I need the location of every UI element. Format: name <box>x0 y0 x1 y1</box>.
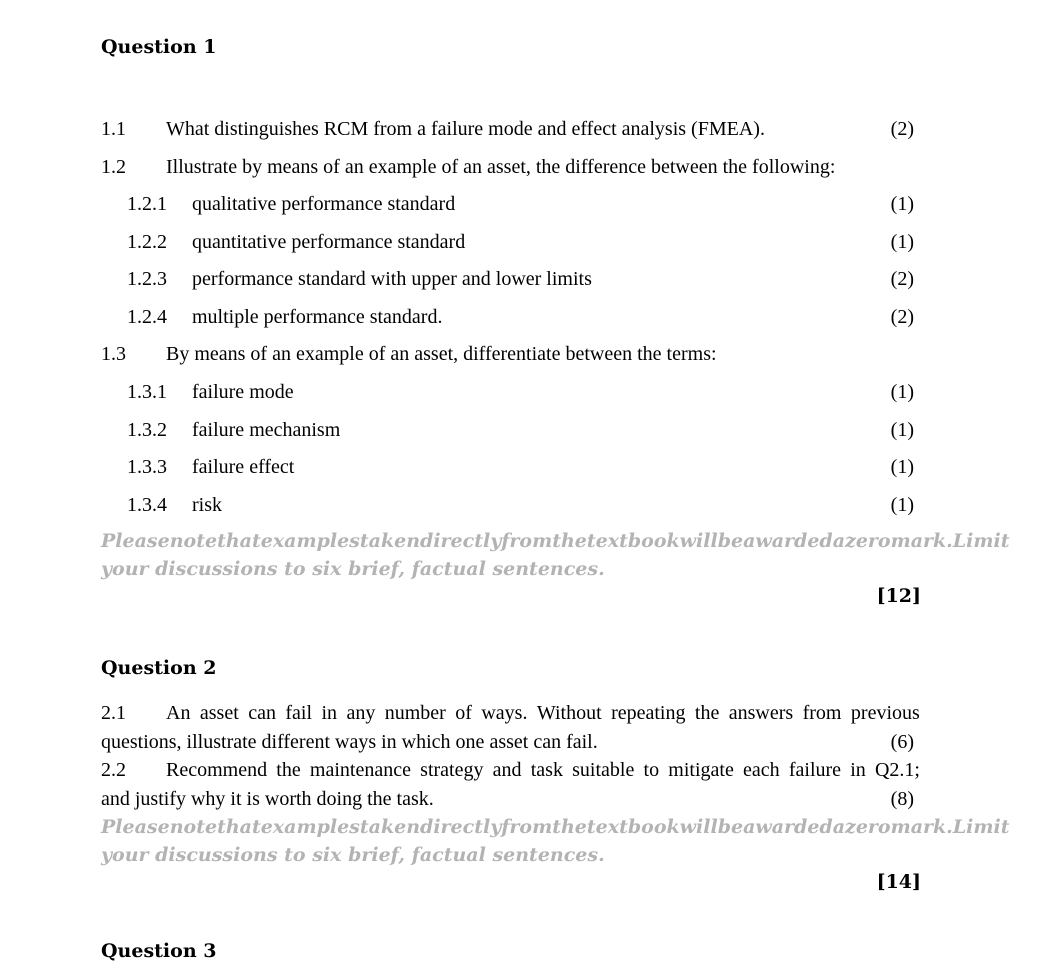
item-number: 1.3.2 <box>127 419 167 441</box>
item-number: 2.2 <box>101 759 126 781</box>
word: Limit <box>952 816 1010 838</box>
note-line-1 <box>101 813 1010 841</box>
word: Please <box>101 530 170 552</box>
word: Limit <box>952 530 1010 552</box>
word: a <box>832 530 846 552</box>
word: textbook <box>586 530 680 552</box>
item-text: quantitative performance standard <box>192 231 466 253</box>
question-2-total: [14] <box>876 871 921 893</box>
word: examples <box>260 816 360 838</box>
item-mark: (8) <box>890 788 914 810</box>
item-mark: (1) <box>890 381 914 403</box>
item-number: 1.3.3 <box>127 456 167 478</box>
question-item-2-1 <box>101 699 920 757</box>
word: each <box>743 759 780 781</box>
word: taken <box>359 530 421 552</box>
item-text: failure mode <box>192 381 294 403</box>
word: suitable <box>572 759 635 781</box>
item-text-line-1 <box>166 699 920 728</box>
item-number: 1.2.3 <box>127 268 167 290</box>
item-text: What distinguishes RCM from a failure mode and effect analysis (FMEA). <box>166 118 765 140</box>
word: An <box>166 702 191 724</box>
question-1-total: [12] <box>876 585 921 607</box>
word: any <box>346 702 376 724</box>
question-1-note <box>101 527 1010 583</box>
word: asset <box>199 702 239 724</box>
item-text: multiple performance standard. <box>192 306 443 328</box>
word: answers <box>728 702 794 724</box>
item-number: 1.2 <box>101 156 126 178</box>
item-line-2 <box>101 785 920 814</box>
word: maintenance <box>309 759 411 781</box>
item-number: 1.2.4 <box>127 306 167 328</box>
word: a <box>832 816 846 838</box>
word: from <box>802 702 842 724</box>
word: textbook <box>586 816 680 838</box>
word: fail <box>285 702 313 724</box>
item-text: failure mechanism <box>192 419 341 441</box>
word: that <box>217 816 261 838</box>
item-text-line-1 <box>166 756 920 785</box>
word: Without <box>536 702 602 724</box>
word: from <box>501 530 553 552</box>
item-mark: (6) <box>890 731 914 753</box>
word: the <box>276 759 301 781</box>
word: ways. <box>481 702 528 724</box>
question-2-heading: Question 2 <box>101 657 217 679</box>
word: failure <box>788 759 842 781</box>
word: mark. <box>890 530 953 552</box>
item-number: 1.3.4 <box>127 494 167 516</box>
item-number: 1.1 <box>101 118 126 140</box>
word: zero <box>845 816 891 838</box>
item-number: 1.3 <box>101 343 126 365</box>
item-line-2 <box>101 728 920 757</box>
item-number: 1.3.1 <box>127 381 167 403</box>
item-text-line-2: and justify why it is worth doing the task. <box>101 788 434 810</box>
item-number: 1.2.2 <box>127 231 167 253</box>
item-text: Illustrate by means of an example of an asset, the difference between the following: <box>166 156 836 178</box>
item-text: failure effect <box>192 456 295 478</box>
word: the <box>694 702 720 724</box>
word: directly <box>420 816 502 838</box>
word: from <box>501 816 553 838</box>
word: Please <box>101 816 170 838</box>
question-1-heading: Question 1 <box>101 36 217 58</box>
word: number <box>384 702 446 724</box>
word: task <box>530 759 563 781</box>
word: be <box>717 530 744 552</box>
word: directly <box>420 530 502 552</box>
word: of <box>455 702 472 724</box>
word: awarded <box>743 530 833 552</box>
item-line-1 <box>101 756 920 785</box>
item-text: By means of an example of an asset, differentiate between the terms: <box>166 343 717 365</box>
word: and <box>492 759 522 781</box>
item-text-line-2: questions, illustrate different ways in which one asset can fail. <box>101 731 598 753</box>
word: previous <box>850 702 920 724</box>
word: will <box>679 816 718 838</box>
word: note <box>169 530 218 552</box>
item-mark: (1) <box>890 231 914 253</box>
item-text: risk <box>192 494 222 516</box>
word: awarded <box>743 816 833 838</box>
word: that <box>217 530 261 552</box>
note-line-1 <box>101 527 1010 555</box>
word: to <box>643 759 660 781</box>
word: examples <box>260 530 360 552</box>
item-mark: (1) <box>890 494 914 516</box>
word: in <box>850 759 866 781</box>
word: the <box>552 530 587 552</box>
word: taken <box>359 816 421 838</box>
word: will <box>679 530 718 552</box>
word: be <box>717 816 744 838</box>
note-line-2: your discussions to six brief, factual sentences. <box>101 558 605 580</box>
word: Q2.1; <box>874 759 920 781</box>
item-number: 1.2.1 <box>127 193 167 215</box>
item-mark: (2) <box>890 306 914 328</box>
item-mark: (1) <box>890 193 914 215</box>
word: in <box>321 702 338 724</box>
question-2-note <box>101 813 1010 869</box>
word: mitigate <box>668 759 734 781</box>
question-3-heading: Question 3 <box>101 940 217 962</box>
word: strategy <box>420 759 484 781</box>
note-line-2: your discussions to six brief, factual sentences. <box>101 844 605 866</box>
question-item-2-2 <box>101 756 920 814</box>
item-text: performance standard with upper and lower limits <box>192 268 592 290</box>
item-text: qualitative performance standard <box>192 193 456 215</box>
item-line-1 <box>101 699 920 728</box>
word: note <box>169 816 218 838</box>
item-mark: (1) <box>890 419 914 441</box>
item-mark: (2) <box>890 268 914 290</box>
word: the <box>552 816 587 838</box>
word: repeating <box>611 702 686 724</box>
item-mark: (1) <box>890 456 914 478</box>
word: can <box>248 702 276 724</box>
item-mark: (2) <box>890 118 914 140</box>
word: zero <box>845 530 891 552</box>
item-number: 2.1 <box>101 702 126 724</box>
word: Recommend <box>166 759 268 781</box>
word: mark. <box>890 816 953 838</box>
